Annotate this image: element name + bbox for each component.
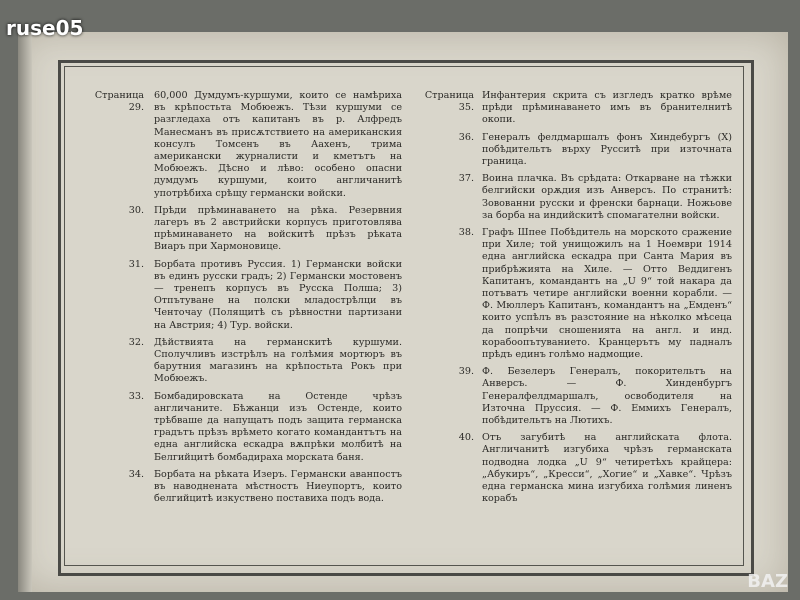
caption-text: Борбата противъ Руссия. 1) Германски войски въ единъ русски градъ; 2) Германски мостовенъ — тренепъ корпусъ въ Русска Полша; 3) Отпътуване на полски младострѣлци въ Ченточау (Полящитѣ съ рѣвностни партизани на Австрия; 4) Тур. войски.: [154, 258, 402, 331]
page-number-label: Страница 29.: [94, 90, 144, 114]
page-number-label: Страница 35.: [424, 90, 474, 114]
caption-text: Прѣди прѣминаването на рѣка. Резервния лагеръ въ 2 австрийски корпусъ приготовлява прѣминаването на войскитѣ прѣзъ рѣката Виаръ при Хармоновице.: [154, 204, 402, 253]
caption-entry: [82, 205, 402, 254]
caption-entry: [412, 366, 732, 427]
caption-text: Дѣйствията на германскитѣ куршуми. Сполучливъ изстрѣлъ на голѣмия мортюръ въ барутния магазинъ на крѣпостьта Рокъ при Мобюежъ.: [154, 336, 402, 385]
caption-text: Генералъ фелдмаршалъ фонъ Хиндебургъ (Х) побѣдительтъ върху Русситѣ при източната граница.: [482, 131, 732, 168]
caption-entry: [412, 432, 732, 505]
site-logo: BAZ: [747, 571, 788, 592]
caption-text: Отъ загубитѣ на английската флота. Англичанитѣ изгубиха чрѣзъ германската подводна лодка „U 9“ четиретѣхъ крайцера: „Абукиръ“, „Кресси“, „Хогие“ и „Хавке“. Чрѣзъ една германска мина изгубиха голѣмия линенъ корабъ: [482, 432, 732, 505]
caption-entry: [82, 259, 402, 332]
caption-text: Борбата на рѣката Изеръ. Германски аванпостъ въ наводнената мѣстностъ Ниеупортъ, които белгийцитѣ изкуствено поставиха подъ вода.: [154, 468, 402, 505]
caption-text: Графъ Шпее Побѣдитель на морското сражение при Хиле; той унищожилъ на 1 Ноември 1914 една английска ескадра при Санта Мария въ прибрѣжията на Хиле. — Отто Веддигенъ Капитанъ, командантъ на „U 9“ той накара да потъватъ четире английски военни корабли. — Ф. Мюллеръ Капитанъ, командантъ на „Емденъ“ които успѣлъ въ разстояние на нѣколко мѣсеца да попрѣчи сношенията на англ. и инд. корабоопътуванието. Кранцерътъ му падналъ прѣдъ единъ голѣмо надмощие.: [482, 227, 732, 361]
caption-entry: [412, 227, 732, 361]
page-number-label: 30.: [128, 204, 144, 216]
caption-entry: [412, 173, 732, 222]
page-number-label: 31.: [128, 258, 144, 270]
page-number-label: 32.: [128, 336, 144, 348]
caption-text: 60,000 Думдумъ-куршуми, които се намѣриха въ крѣпостьта Мобюежъ. Тѣзи куршуми се разгледаха отъ капитанъ въ р. Алфредъ Манесманъ въ присѫтствието на американския консулъ Томсенъ въ Аахенъ, трима американски журналисти и кметътъ на Мобюежъ. Дѣсно и лѣво: особено опасни думдумъ куршуми, които англичанитѣ употрѣбиха срѣщу германски войски.: [154, 90, 402, 199]
page-number-label: 34.: [128, 468, 144, 480]
watermark-text: ruse05: [6, 16, 84, 40]
caption-entry: [82, 469, 402, 506]
page-number-label: 38.: [458, 227, 474, 239]
page-number-label: 39.: [458, 366, 474, 378]
caption-entry: [412, 132, 732, 169]
caption-text: Инфантерия скрита съ изгледъ кратко врѣме прѣди прѣминаването имъ въ бранителнитѣ окопи.: [482, 90, 732, 126]
caption-text: Ф. Безелеръ Генералъ, покорительтъ на Анверсъ. — Ф. Хинденбургъ Генералфелдмаршалъ, освободителя на Източна Пруссия. — Ф. Еммихъ Генералъ, побѣдительтъ на Лютихъ.: [482, 366, 732, 427]
page-number-label: 33.: [128, 390, 144, 402]
caption-entry: [82, 391, 402, 464]
caption-entry: [412, 90, 732, 127]
caption-entry: [82, 90, 402, 200]
caption-text: Бомбадировската на Остенде чрѣзъ англичаните. Бѣжанци изъ Остенде, които трѣбваше да напущатъ подъ защита германска градътъ прѣзъ врѣмето когато командантътъ на една английска ескадра вѫпрѣки молбитѣ на Белгийцитѣ бомбадираха морската баня.: [154, 390, 402, 463]
book-binding: [18, 32, 32, 592]
caption-entry: [82, 337, 402, 386]
page-number-label: 40.: [458, 432, 474, 444]
page-number-label: 36.: [458, 131, 474, 143]
caption-text: Воина плачка. Въ срѣдата: Откарване на тѣжки белгийски орѫдия изъ Анверсъ. По странитѣ: Зовованни русски и френски барнаци. Ножьове за борба на индийскитѣ спомагателни войски.: [482, 173, 732, 221]
left-column: [82, 90, 402, 511]
page-number-label: 37.: [458, 173, 474, 185]
right-column: [412, 90, 732, 511]
